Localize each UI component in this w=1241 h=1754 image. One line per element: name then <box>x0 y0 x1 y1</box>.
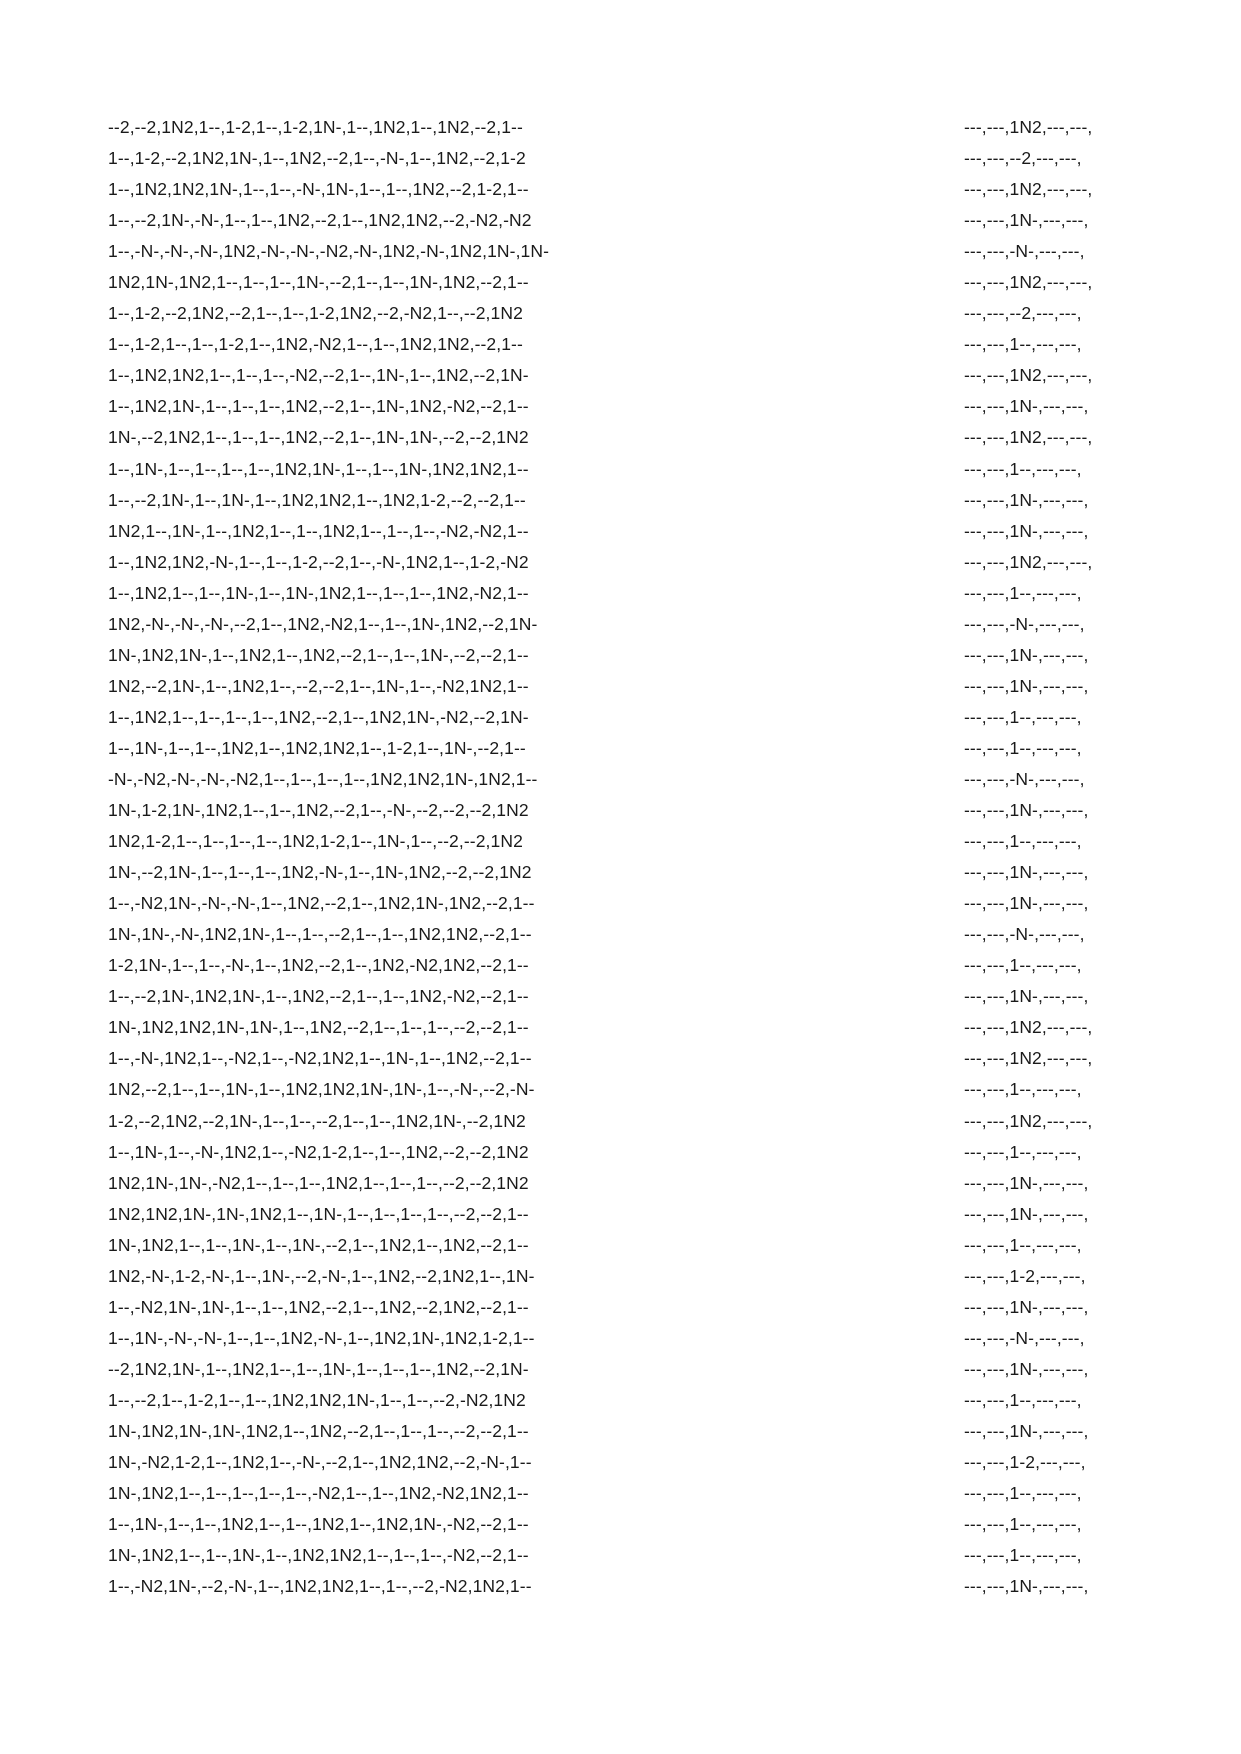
right-text-row: ---,---,1N2,---,---, <box>964 1110 1093 1131</box>
left-text-row: 1--,-N-,1N2,1--,-N2,1--,-N2,1N2,1--,1N-,1--,1N2,--2,1-- <box>108 1048 532 1069</box>
right-text-row: ---,---,1--,---,---, <box>964 737 1082 758</box>
left-text-row: 1--,1N2,1N2,1N-,1--,1--,-N-,1N-,1--,1--,1N2,--2,1-2,1-- <box>108 179 529 200</box>
left-column <box>108 112 708 1602</box>
right-text-row: ---,---,1--,---,---, <box>964 1389 1082 1410</box>
right-text-row: ---,---,--2,---,---, <box>964 148 1082 169</box>
right-text-row: ---,---,-N-,---,---, <box>964 924 1085 945</box>
right-text-row: ---,---,1N-,---,---, <box>964 210 1089 231</box>
left-text-row: 1N2,--2,1--,1--,1N-,1--,1N2,1N2,1N-,1N-,1--,-N-,--2,-N- <box>108 1079 535 1100</box>
right-text-row: ---,---,1N2,---,---, <box>964 365 1093 386</box>
left-text-row: 1--,1-2,1--,1--,1-2,1--,1N2,-N2,1--,1--,1N2,1N2,--2,1-- <box>108 334 523 355</box>
left-text-row: 1--,-N2,1N-,-N-,-N-,1--,1N2,--2,1--,1N2,1N-,1N2,--2,1-- <box>108 893 535 914</box>
right-text-row: ---,---,1--,---,---, <box>964 706 1082 727</box>
right-text-row: ---,---,1N-,---,---, <box>964 1203 1089 1224</box>
left-text-row: 1N2,-N-,-N-,-N-,--2,1--,1N2,-N2,1--,1--,1N-,1N2,--2,1N- <box>108 613 538 634</box>
left-text-row: 1--,-N-,-N-,-N-,1N2,-N-,-N-,-N2,-N-,1N2,-N-,1N2,1N-,1N- <box>108 241 550 262</box>
right-text-row: ---,---,1N-,---,---, <box>964 1296 1089 1317</box>
left-text-row: 1N-,1N2,1N-,1N-,1N2,1--,1N2,--2,1--,1--,1--,--2,--2,1-- <box>108 1420 529 1441</box>
left-text-row: 1--,1-2,--2,1N2,--2,1--,1--,1-2,1N2,--2,-N2,1--,--2,1N2 <box>108 303 523 324</box>
right-text-row: ---,---,-N-,---,---, <box>964 613 1085 634</box>
right-text-row: ---,---,1N-,---,---, <box>964 1576 1089 1597</box>
left-text-row: 1--,-N2,1N-,--2,-N-,1--,1N2,1N2,1--,1--,--2,-N2,1N2,1-- <box>108 1576 532 1597</box>
right-text-row: ---,---,-N-,---,---, <box>964 1327 1085 1348</box>
right-text-row: ---,---,1--,---,---, <box>964 1079 1082 1100</box>
left-text-row: 1N2,--2,1N-,1--,1N2,1--,--2,--2,1--,1N-,1--,-N2,1N2,1-- <box>108 675 529 696</box>
left-text-row: 1N2,1-2,1--,1--,1--,1--,1N2,1-2,1--,1N-,1--,--2,--2,1N2 <box>108 831 523 852</box>
left-text-row: 1--,--2,1N-,1N2,1N-,1--,1N2,--2,1--,1--,1N2,-N2,--2,1-- <box>108 986 529 1007</box>
right-text-row: ---,---,1N-,---,---, <box>964 1420 1089 1441</box>
left-text-row: 1N2,-N-,1-2,-N-,1--,1N-,--2,-N-,1--,1N2,--2,1N2,1--,1N- <box>108 1265 535 1286</box>
right-text-row: ---,---,-N-,---,---, <box>964 241 1085 262</box>
left-text-row: 1N2,1--,1N-,1--,1N2,1--,1--,1N2,1--,1--,1--,-N2,-N2,1-- <box>108 520 529 541</box>
right-text-row: ---,---,1--,---,---, <box>964 831 1082 852</box>
right-text-row: ---,---,1N2,---,---, <box>964 427 1093 448</box>
left-text-row: 1N-,-N2,1-2,1--,1N2,1--,-N-,--2,1--,1N2,1N2,--2,-N-,1-- <box>108 1452 532 1473</box>
left-text-row: 1N-,--2,1N2,1--,1--,1--,1N2,--2,1--,1N-,1N-,--2,--2,1N2 <box>108 427 529 448</box>
left-text-row: 1N-,1N-,-N-,1N2,1N-,1--,1--,--2,1--,1--,1N2,1N2,--2,1-- <box>108 924 532 945</box>
left-text-row: 1N-,1N2,1N-,1--,1N2,1--,1N2,--2,1--,1--,1N-,--2,--2,1-- <box>108 644 529 665</box>
left-text-row: 1N-,1N2,1--,1--,1N-,1--,1N-,--2,1--,1N2,1--,1N2,--2,1-- <box>108 1234 529 1255</box>
right-text-row: ---,---,1N2,---,---, <box>964 179 1093 200</box>
right-text-row: ---,---,1--,---,---, <box>964 1483 1082 1504</box>
right-text-row: ---,---,1N-,---,---, <box>964 1172 1089 1193</box>
left-text-row: 1--,1-2,--2,1N2,1N-,1--,1N2,--2,1--,-N-,1--,1N2,--2,1-2 <box>108 148 526 169</box>
left-text-row: 1--,--2,1--,1-2,1--,1--,1N2,1N2,1N-,1--,1--,--2,-N2,1N2 <box>108 1389 526 1410</box>
left-text-row: -N-,-N2,-N-,-N-,-N2,1--,1--,1--,1--,1N2,1N2,1N-,1N2,1-- <box>108 768 538 789</box>
left-text-row: 1--,1N-,1--,1--,1N2,1--,1--,1N2,1--,1N2,1N-,-N2,--2,1-- <box>108 1514 529 1535</box>
right-text-row: ---,---,-N-,---,---, <box>964 768 1085 789</box>
left-text-row: 1--,1N-,1--,1--,1N2,1--,1N2,1N2,1--,1-2,1--,1N-,--2,1-- <box>108 737 526 758</box>
right-text-row: ---,---,1--,---,---, <box>964 1234 1082 1255</box>
right-text-row: ---,---,1N-,---,---, <box>964 893 1089 914</box>
right-text-row: ---,---,1--,---,---, <box>964 955 1082 976</box>
right-text-row: ---,---,1N-,---,---, <box>964 520 1089 541</box>
left-text-row: 1--,1N-,1--,-N-,1N2,1--,-N2,1-2,1--,1--,1N2,--2,--2,1N2 <box>108 1141 529 1162</box>
left-text-row: 1--,1N2,1N2,1--,1--,1--,-N2,--2,1--,1N-,1--,1N2,--2,1N- <box>108 365 529 386</box>
right-text-row: ---,---,1N2,---,---, <box>964 1017 1093 1038</box>
left-text-row: 1N2,1N2,1N-,1N-,1N2,1--,1N-,1--,1--,1--,1--,--2,--2,1-- <box>108 1203 529 1224</box>
right-text-row: ---,---,1N2,---,---, <box>964 1048 1093 1069</box>
left-text-row: 1N-,1N2,1N2,1N-,1N-,1--,1N2,--2,1--,1--,1--,--2,--2,1-- <box>108 1017 529 1038</box>
left-text-row: 1N-,1-2,1N-,1N2,1--,1--,1N2,--2,1--,-N-,--2,--2,--2,1N2 <box>108 800 529 821</box>
left-text-row: 1--,1N2,1--,1--,1--,1--,1N2,--2,1--,1N2,1N-,-N2,--2,1N- <box>108 706 529 727</box>
right-text-row: ---,---,1N2,---,---, <box>964 551 1093 572</box>
left-text-row: 1--,--2,1N-,1--,1N-,1--,1N2,1N2,1--,1N2,1-2,--2,--2,1-- <box>108 489 526 510</box>
left-text-row: 1--,1N2,1N2,-N-,1--,1--,1-2,--2,1--,-N-,1N2,1--,1-2,-N2 <box>108 551 529 572</box>
right-text-row: ---,---,1N-,---,---, <box>964 800 1089 821</box>
right-text-row: ---,---,1N-,---,---, <box>964 489 1089 510</box>
left-text-row: 1--,-N2,1N-,1N-,1--,1--,1N2,--2,1--,1N2,--2,1N2,--2,1-- <box>108 1296 529 1317</box>
left-text-row: 1N-,1N2,1--,1--,1N-,1--,1N2,1N2,1--,1--,1--,-N2,--2,1-- <box>108 1545 529 1566</box>
left-text-row: 1-2,--2,1N2,--2,1N-,1--,1--,--2,1--,1--,1N2,1N-,--2,1N2 <box>108 1110 526 1131</box>
right-text-row: ---,---,1--,---,---, <box>964 1514 1082 1535</box>
right-text-row: ---,---,1--,---,---, <box>964 458 1082 479</box>
right-text-row: ---,---,1N-,---,---, <box>964 675 1089 696</box>
right-text-row: ---,---,1-2,---,---, <box>964 1452 1086 1473</box>
left-text-row: 1--,1N2,1--,1--,1N-,1--,1N-,1N2,1--,1--,1--,1N2,-N2,1-- <box>108 582 529 603</box>
right-text-row: ---,---,1N-,---,---, <box>964 1358 1089 1379</box>
left-text-row: 1N-,1N2,1--,1--,1--,1--,1--,-N2,1--,1--,1N2,-N2,1N2,1-- <box>108 1483 529 1504</box>
left-text-row: 1--,1N2,1N-,1--,1--,1--,1N2,--2,1--,1N-,1N2,-N2,--2,1-- <box>108 396 529 417</box>
right-text-row: ---,---,1--,---,---, <box>964 582 1082 603</box>
right-text-row: ---,---,1N-,---,---, <box>964 644 1089 665</box>
left-text-row: 1-2,1N-,1--,1--,-N-,1--,1N2,--2,1--,1N2,-N2,1N2,--2,1-- <box>108 955 529 976</box>
right-text-row: ---,---,1N-,---,---, <box>964 862 1089 883</box>
left-text-row: 1--,--2,1N-,-N-,1--,1--,1N2,--2,1--,1N2,1N2,--2,-N2,-N2 <box>108 210 532 231</box>
right-text-row: ---,---,1-2,---,---, <box>964 1265 1086 1286</box>
left-text-row: 1N2,1N-,1N-,-N2,1--,1--,1--,1N2,1--,1--,1--,--2,--2,1N2 <box>108 1172 529 1193</box>
right-text-row: ---,---,1N2,---,---, <box>964 117 1093 137</box>
right-text-row: ---,---,--2,---,---, <box>964 303 1082 324</box>
left-text-row: --2,--2,1N2,1--,1-2,1--,1-2,1N-,1--,1N2,1--,1N2,--2,1-- <box>108 117 523 137</box>
right-text-row: ---,---,1--,---,---, <box>964 334 1082 355</box>
right-text-row: ---,---,1N2,---,---, <box>964 272 1093 293</box>
right-text-row: ---,---,1--,---,---, <box>964 1545 1082 1566</box>
left-text-row: 1N-,--2,1N-,1--,1--,1--,1N2,-N-,1--,1N-,1N2,--2,--2,1N2 <box>108 862 532 883</box>
left-text-row: 1N2,1N-,1N2,1--,1--,1--,1N-,--2,1--,1--,1N-,1N2,--2,1-- <box>108 272 529 293</box>
left-text-row: --2,1N2,1N-,1--,1N2,1--,1--,1N-,1--,1--,1--,1N2,--2,1N- <box>108 1358 529 1379</box>
right-text-row: ---,---,1N-,---,---, <box>964 396 1089 417</box>
right-text-row: ---,---,1N-,---,---, <box>964 986 1089 1007</box>
right-text-row: ---,---,1--,---,---, <box>964 1141 1082 1162</box>
left-text-row: 1--,1N-,-N-,-N-,1--,1--,1N2,-N-,1--,1N2,1N-,1N2,1-2,1-- <box>108 1327 535 1348</box>
left-text-row: 1--,1N-,1--,1--,1--,1--,1N2,1N-,1--,1--,1N-,1N2,1N2,1-- <box>108 458 529 479</box>
right-column <box>962 112 1241 1602</box>
